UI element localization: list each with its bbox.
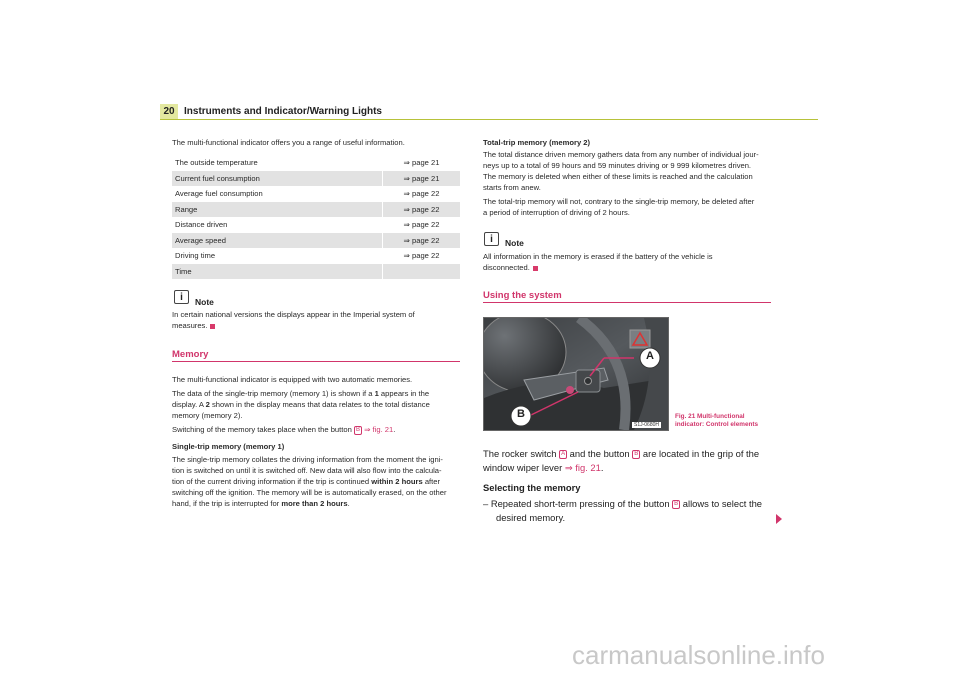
text-span: The rocker switch [483, 448, 560, 459]
text-span: shown in the display means that data relates to the total distance [209, 400, 430, 409]
memory-paragraph: The multi-functional indicator is equipped with two automatic memories. [172, 375, 413, 384]
table-cell-item: Driving time [172, 248, 383, 264]
figure-21 [483, 317, 669, 431]
text-span: 1 [374, 389, 379, 398]
text-span: display. A [172, 400, 206, 409]
text-span: allows to select the [680, 498, 762, 509]
page-number: 20 [160, 104, 178, 119]
step-item-cont: desired memory. [496, 512, 566, 523]
table-cell-item: Time [172, 264, 383, 280]
table-row [172, 155, 460, 171]
table-cell-ref[interactable]: ⇒ page 22 [403, 220, 440, 229]
text-span: are located in the grip of the [640, 448, 760, 459]
figure-label-b: B [517, 408, 525, 420]
table-cell-ref[interactable]: ⇒ page 22 [403, 204, 440, 214]
step-item [483, 497, 783, 511]
note-line: disconnected. [483, 263, 530, 272]
text-span: – Repeated short-term pressing of the button [483, 498, 673, 509]
note-text [172, 309, 415, 331]
page-header-title: Instruments and Indicator/Warning Lights [184, 106, 382, 117]
table-cell-item: Average speed [172, 233, 383, 249]
section-title-using-system: Using the system [483, 290, 562, 301]
note-line: measures. [172, 321, 208, 330]
note-icon: i [484, 232, 499, 246]
text-span: tion of the current driving information if the trip is continued [172, 477, 372, 486]
table-cell-item: Range [172, 202, 383, 218]
text-line: a period of interruption of driving of 2 hours. [483, 208, 630, 217]
table-cell-item: Distance driven [172, 217, 383, 233]
button-a-glyph: A [561, 451, 566, 458]
figure-label-a: A [646, 350, 654, 362]
next-page-arrow-icon[interactable] [776, 514, 782, 524]
memory-body [172, 374, 464, 509]
fig-link[interactable]: ⇒ fig. 21 [364, 425, 394, 434]
text-span: . [600, 462, 604, 473]
text-span: . [393, 425, 396, 434]
table-cell-ref [383, 264, 460, 280]
text-span: more than 2 hours [281, 499, 348, 508]
text-span: 2 [205, 400, 210, 409]
note-icon: i [174, 290, 189, 304]
text-span: . [347, 499, 350, 508]
note-label: Note [195, 297, 214, 307]
text-line [483, 447, 783, 461]
text-line [483, 461, 783, 475]
text-line: The total-trip memory will not, contrary to the single-trip memory, be deleted after [483, 197, 755, 206]
button-b-glyph: B [355, 426, 360, 433]
table-cell-item: The outside temperature [172, 155, 383, 171]
note-line: All information in the memory is erased if the battery of the vehicle is [483, 252, 713, 261]
text-span: and the button [567, 448, 633, 459]
total-trip-body [483, 149, 783, 218]
text-line: neys up to a total of 99 hours and 59 minutes driving or 9 999 kilometres driven. [483, 161, 752, 170]
section-title-memory: Memory [172, 349, 209, 360]
text-span: appears in the [378, 389, 430, 398]
total-trip-title: Total-trip memory (memory 2) [483, 138, 591, 147]
text-line: The total distance driven memory gathers data from any number of individual jour- [483, 150, 759, 159]
subsection-title: Single-trip memory (memory 1) [172, 442, 285, 451]
section-rule [172, 361, 460, 362]
caption-line: Fig. 21 Multi-functional [675, 413, 745, 420]
header-rule [160, 119, 818, 120]
figure-caption [675, 413, 758, 429]
button-b-glyph: B [634, 451, 639, 458]
text-span: hand, if the trip is interrupted for [172, 499, 282, 508]
button-b-glyph: B [674, 501, 679, 508]
table-cell-ref[interactable]: ⇒ page 21 [403, 173, 440, 183]
text-span: window wiper lever [483, 462, 565, 473]
text-span: tion is switched on until it is switched off. New data will also flow into the calcula- [172, 466, 442, 475]
table-row [172, 264, 460, 280]
caption-line: indicator: Control elements [675, 421, 759, 428]
selecting-memory-title: Selecting the memory [483, 482, 581, 493]
info-table [172, 155, 460, 279]
table-cell-item: Current fuel consumption [172, 171, 383, 187]
text-span: memory (memory 2). [172, 411, 243, 420]
text-span: switching off the ignition. The memory will be is automatically erased, on the other [172, 488, 447, 497]
intro-text: The multi-functional indicator offers you a range of useful information. [172, 138, 405, 147]
table-row [172, 217, 460, 233]
text-span: The single-trip memory collates the driving information from the moment the igni- [172, 455, 443, 464]
text-span: The data of the single-trip memory (memory 1) is shown if a [172, 389, 375, 398]
table-row [172, 171, 460, 187]
text-line: starts from anew. [483, 183, 541, 192]
text-span: within 2 hours [371, 477, 423, 486]
table-cell-ref[interactable]: ⇒ page 22 [403, 235, 440, 245]
note-label: Note [505, 238, 524, 248]
section-rule [483, 302, 771, 303]
memory-paragraph [172, 424, 464, 435]
note-line: In certain national versions the displays appear in the Imperial system of [172, 310, 415, 319]
fig-link[interactable]: ⇒ fig. 21 [564, 462, 601, 473]
text-span: Switching of the memory takes place when the button [172, 425, 354, 434]
end-marker-icon [210, 324, 215, 329]
end-marker-icon [533, 266, 538, 271]
watermark: carmanualsonline.info [572, 640, 825, 670]
figure-code: S1J-0680H [634, 422, 660, 428]
table-row [172, 248, 460, 264]
table-row [172, 186, 460, 202]
text-span: after [422, 477, 441, 486]
note-text [483, 251, 713, 273]
table-cell-ref[interactable]: ⇒ page 22 [403, 251, 440, 260]
using-body [483, 447, 783, 525]
table-cell-item: Average fuel consumption [172, 186, 383, 202]
table-row [172, 202, 460, 218]
steering-lever-illustration [484, 318, 668, 430]
text-line: The memory is deleted when either of these limits is reached and the calculation [483, 172, 753, 181]
memory-paragraph [172, 454, 464, 509]
memory-paragraph [172, 388, 464, 421]
table-cell-ref[interactable]: ⇒ page 21 [403, 158, 440, 167]
table-row [172, 233, 460, 249]
table-cell-ref[interactable]: ⇒ page 22 [403, 189, 440, 198]
